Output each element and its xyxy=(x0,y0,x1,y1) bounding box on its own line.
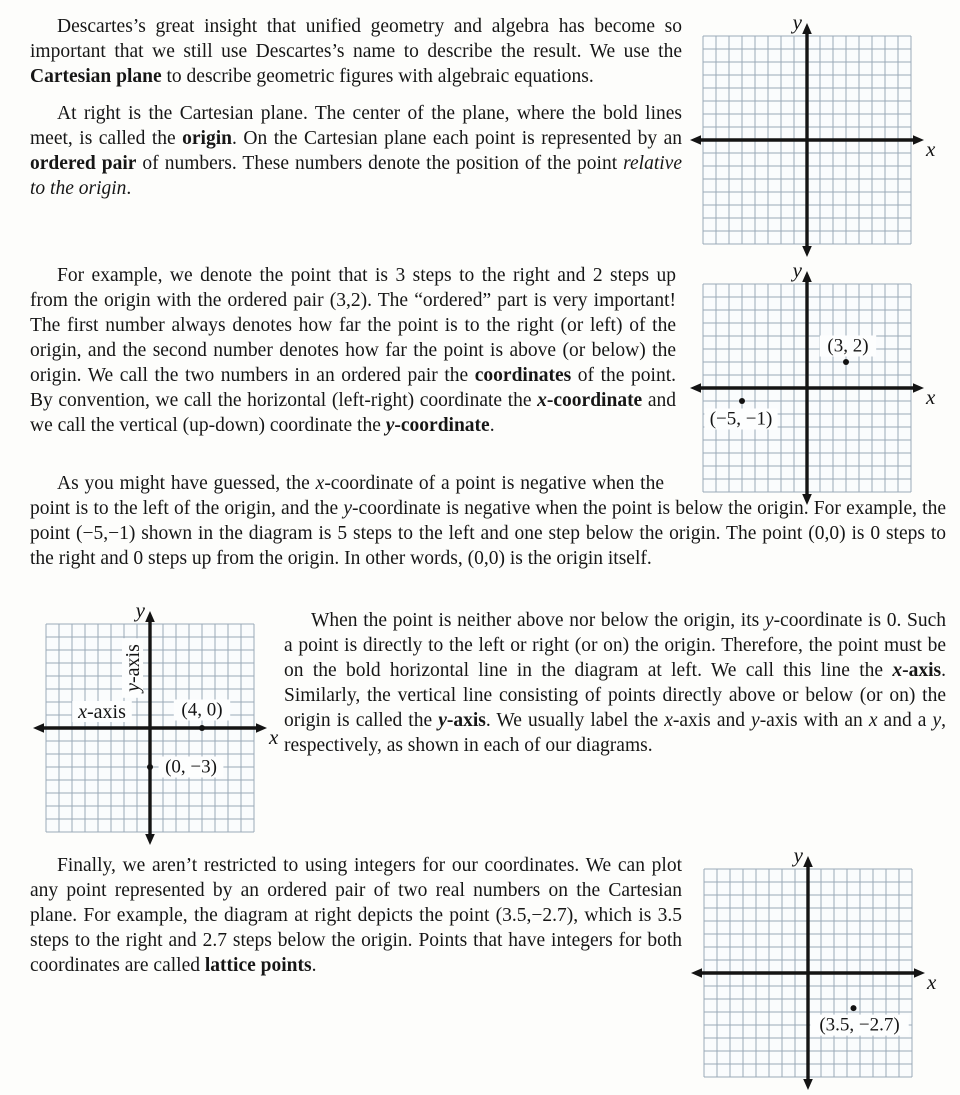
text-segment: . xyxy=(311,955,317,976)
point-label: (−5, −1) xyxy=(709,408,773,430)
plotted-point xyxy=(739,398,745,404)
text-segment: x xyxy=(868,710,878,731)
axis-arrowhead xyxy=(33,723,44,733)
text-segment: and we call the vertical (up-down) coordinate the xyxy=(30,390,677,436)
point-label: (3.5, −2.7) xyxy=(819,1014,900,1036)
text-segment: of numbers. These numbers denote the position of the point xyxy=(136,153,624,174)
text-segment: -coordinate is negative when the point is below the origin. For example, the point (−5,−1) shown in the diagram is 5 steps to the left and one step below the origin. The point (0,0) is 0 steps to the right and 0 steps up from the origin. In other words, (0,0) is the origin itself. xyxy=(30,498,946,569)
paragraph-descartes-insight xyxy=(30,14,682,89)
text-segment: -axis with an xyxy=(759,710,869,731)
y-axis-letter: y xyxy=(793,843,803,867)
text-segment: . On the Cartesian plane each point is represented by an xyxy=(232,128,682,149)
text-segment: origin xyxy=(182,128,232,149)
x-axis-letter: x xyxy=(926,137,936,161)
text-segment: y xyxy=(764,610,774,631)
text-segment: Descartes’s great insight that unified geometry and algebra has become so important that we still use Descartes’s name to describe the result. We use the xyxy=(30,16,682,62)
first-line-wrap-spacer xyxy=(664,471,946,493)
axis-arrowhead xyxy=(690,383,701,393)
point-label: (4, 0) xyxy=(181,699,223,721)
plotted-point xyxy=(843,359,849,365)
axis-arrowhead xyxy=(802,246,812,257)
text-segment: ordered pair xyxy=(30,153,137,174)
text-segment: y xyxy=(385,415,395,436)
text-segment: y xyxy=(438,710,447,731)
plotted-point xyxy=(199,725,205,731)
plotted-point xyxy=(147,764,153,770)
point-label: (3, 2) xyxy=(827,335,869,357)
y-axis-letter: y xyxy=(792,258,802,282)
diagram-point-3-5-neg2-7 xyxy=(692,843,942,1095)
text-segment: -axis and xyxy=(672,710,752,731)
paragraph-x-axis-y-axis xyxy=(284,608,946,758)
x-axis-name-label xyxy=(72,701,132,723)
y-axis-letter: y xyxy=(135,598,145,622)
text-segment: -coordinate xyxy=(546,390,643,411)
diagram-empty-cartesian-plane xyxy=(691,10,941,262)
text-segment: . xyxy=(126,178,132,199)
axis-arrowhead xyxy=(802,23,812,34)
text-segment: -axis xyxy=(446,710,486,731)
svg-text:y-axis: y-axis xyxy=(122,644,144,692)
text-segment: x xyxy=(315,473,325,494)
text-segment: As you might have guessed, the xyxy=(57,473,316,494)
paragraph-negative-coordinates xyxy=(30,471,946,571)
y-axis-letter: y xyxy=(792,10,802,34)
x-axis-letter: x xyxy=(269,725,279,749)
text-segment: For example, we denote the point that is 3 steps to the right and 2 steps up from the origin with the ordered pair (3,2). The “ordered” part is very important! The first number always denotes how far the point is to the right (or left) of the origin, and the second number denotes how far the point is above (or below) the origin. We call the two numbers in an ordered pair the xyxy=(30,265,676,386)
point-label: (0, −3) xyxy=(165,756,217,778)
text-segment: x xyxy=(892,660,903,681)
axis-arrowhead xyxy=(803,856,813,867)
text-segment: of the point. By convention, we call the horizontal (left-right) coordinate the xyxy=(30,365,676,411)
x-axis-letter: x xyxy=(926,385,936,409)
text-segment: coordinates xyxy=(474,365,572,386)
empty-cartesian-plane-svg xyxy=(691,10,941,262)
axis-arrowhead xyxy=(691,968,702,978)
paragraph-origin-ordered-pair xyxy=(30,101,682,201)
svg-text:x-axis: x-axis xyxy=(78,701,126,723)
text-segment: y xyxy=(343,498,353,519)
text-segment: Cartesian plane xyxy=(30,66,162,87)
text-segment: x xyxy=(664,710,673,731)
text-segment: . We usually label the xyxy=(485,710,665,731)
y-axis-name-label xyxy=(122,638,144,698)
text-segment: x xyxy=(537,390,547,411)
x-axis-letter: x xyxy=(927,970,937,994)
text-segment: -coordinate is 0. Such a point is directly to the left or right (or on) the origin. Therefore, the point must be on the bold horizontal line in the diagram at left. We call this line the xyxy=(284,610,946,681)
text-segment: -axis xyxy=(902,660,942,681)
text-segment: to describe geometric figures with algebraic equations. xyxy=(161,66,594,87)
text-segment: -coordinate xyxy=(394,415,490,436)
text-segment: . xyxy=(489,415,495,436)
text-segment: and a xyxy=(877,710,933,731)
axis-arrowhead xyxy=(803,1079,813,1090)
plotted-point xyxy=(851,1005,857,1011)
axis-arrowhead xyxy=(145,611,155,622)
diagram-axis-names xyxy=(34,598,284,850)
paragraph-lattice-points xyxy=(30,853,682,978)
text-segment: At right is the Cartesian plane. The center of the plane, where the bold lines meet, is called the xyxy=(30,103,682,149)
axis-arrowhead xyxy=(913,135,924,145)
text-segment: relative to the origin xyxy=(30,153,682,199)
text-segment: y xyxy=(751,710,760,731)
text-segment: lattice points xyxy=(204,955,312,976)
axis-arrowhead xyxy=(913,383,924,393)
axis-arrowhead xyxy=(145,834,155,845)
axis-arrowhead xyxy=(914,968,925,978)
axis-arrowhead xyxy=(690,135,701,145)
text-segment: -coordinate of a point is negative when the point is to the left of the origin, and the xyxy=(30,473,665,519)
text-segment: . Similarly, the vertical line consisting of points directly above or below (or on) the origin is called the xyxy=(284,660,946,731)
paragraph-ordered-pair-example xyxy=(30,263,676,438)
axis-arrowhead xyxy=(256,723,267,733)
text-segment: , respectively, as shown in each of our diagrams. xyxy=(284,710,947,756)
text-segment: When the point is neither above nor below the origin, its xyxy=(311,610,765,631)
plane-with-axis-names-svg xyxy=(34,598,284,850)
text-segment: Finally, we aren’t restricted to using integers for our coordinates. We can plot any point represented by an ordered pair of two real numbers on the Cartesian plane. For example, the diagram at right depicts the point (3.5,−2.7), which is 3.5 steps to the right and 2.7 steps below the origin. Points that have integers for both coordinates are called xyxy=(30,855,682,976)
text-segment: y xyxy=(932,710,942,731)
plane-with-decimal-point-svg xyxy=(692,843,942,1095)
axis-arrowhead xyxy=(802,271,812,282)
